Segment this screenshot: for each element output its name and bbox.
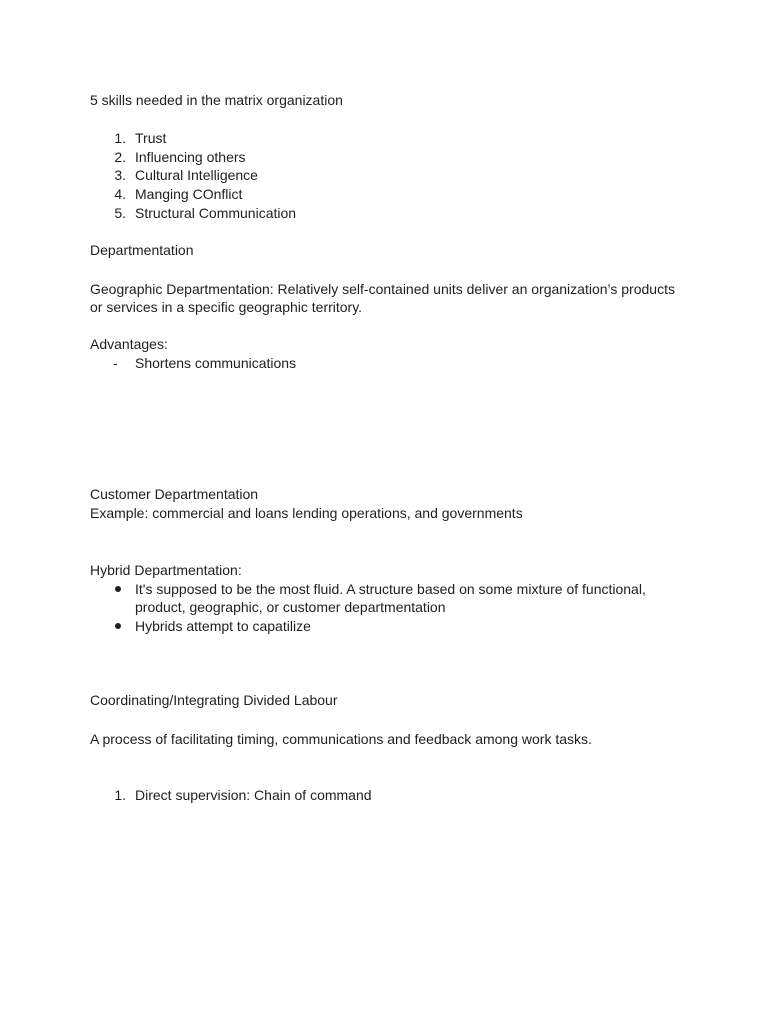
list-marker: 3. [114, 167, 126, 183]
list-item-text: Shortens communications [135, 355, 297, 371]
list-item-text: Influencing others [135, 149, 246, 165]
list-marker: 1. [114, 787, 126, 803]
list-item-text: Direct supervision: Chain of command [135, 787, 372, 803]
list-item-text: Trust [135, 130, 167, 146]
customer-example: Example: commercial and loans lending operations, and governments [90, 505, 523, 521]
bullet-icon [115, 586, 121, 592]
bullet-icon [115, 623, 121, 629]
dash-marker: - [113, 355, 118, 371]
coordinating-heading: Coordinating/Integrating Divided Labour [90, 692, 338, 708]
list-marker: 2. [114, 149, 126, 165]
geographic-paragraph-line-1: Geographic Departmentation: Relatively self-contained units deliver an organization’s products [90, 281, 675, 297]
hybrid-heading: Hybrid Departmentation: [90, 562, 242, 578]
geographic-paragraph-line-2: or services in a specific geographic territory. [90, 299, 363, 315]
advantages-heading: Advantages: [90, 336, 168, 352]
list-marker: 5. [114, 205, 126, 221]
list-marker: 1. [114, 130, 126, 146]
coordinating-description: A process of facilitating timing, communications and feedback among work tasks. [90, 731, 592, 747]
list-item-text-continued: product, geographic, or customer departmentation [135, 599, 446, 615]
customer-heading: Customer Departmentation [90, 486, 259, 502]
departmentation-heading: Departmentation [90, 242, 194, 258]
list-item-text: Hybrids attempt to capatilize [135, 618, 311, 634]
list-item-text: Cultural Intelligence [135, 167, 258, 183]
list-marker: 4. [114, 186, 126, 202]
skills-heading: 5 skills needed in the matrix organization [90, 92, 343, 108]
list-item-text: Structural Communication [135, 205, 297, 221]
list-item-text: It's supposed to be the most fluid. A structure based on some mixture of functional, [135, 581, 646, 597]
list-item-text: Manging COnflict [135, 186, 243, 202]
